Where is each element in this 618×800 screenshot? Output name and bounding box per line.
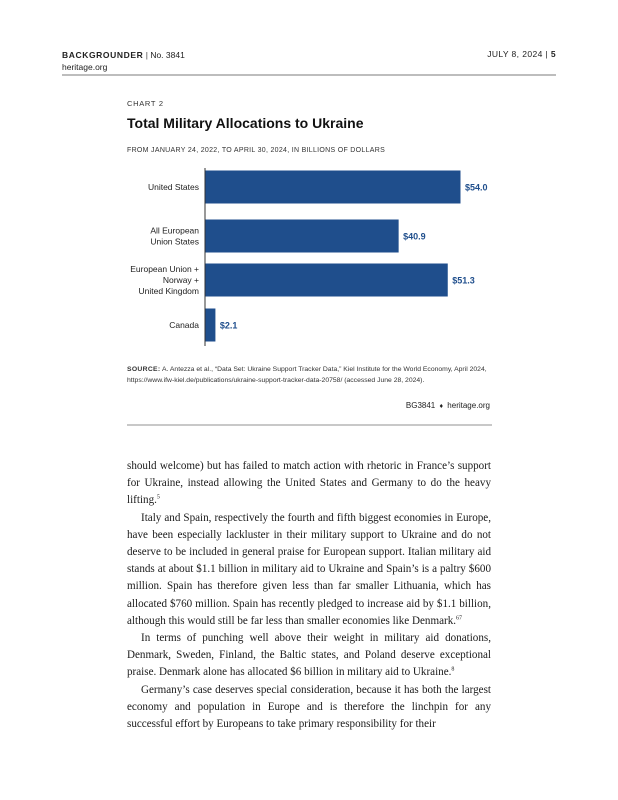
credit-site: heritage.org [447, 401, 490, 410]
bar [206, 264, 448, 297]
chart-credit [406, 401, 490, 410]
source-label: SOURCE: [127, 366, 161, 373]
chart-subtitle: FROM JANUARY 24, 2022, TO APRIL 30, 2024, IN BILLIONS OF DOLLARS [127, 147, 386, 154]
running-header-right [487, 49, 556, 59]
value-label: $40.9 [403, 231, 426, 242]
category-label-line: Norway + [162, 275, 199, 285]
footnote-ref: 5 [156, 494, 160, 501]
page-separator: | [545, 49, 549, 59]
bar [206, 309, 216, 342]
category-label [169, 320, 199, 330]
report-number: No. 3841 [150, 50, 185, 60]
category-label-line: United Kingdom [138, 286, 199, 296]
chart-label: CHART 2 [127, 99, 164, 108]
bar-chart [118, 168, 498, 348]
value-label: $54.0 [465, 182, 488, 193]
paragraph: In terms of punching well above their weight in military aid donations, Denmark, Sweden, Finland, the Baltic states, and Poland deserve exceptional praise. Denmark alone has allocated $6 billion in military aid to Ukraine.$^8$ [127, 632, 491, 679]
category-label [130, 264, 199, 296]
source-text: A. Antezza et al., “Data Set: Ukraine Support Tracker Data,” Kiel Institute for the World Economy, April 2024, https://www.ifw-kiel.de/publications/ukraine-support-tracker-data-20758/ (accessed June 28, 2024). [127, 366, 487, 384]
value-label: $51.3 [452, 275, 475, 286]
footnote-ref: 8 [451, 666, 455, 673]
chart-source [127, 364, 492, 386]
series-name: BACKGROUNDER [62, 50, 144, 60]
publication-date: JULY 8, 2024 [487, 49, 543, 59]
paragraph: should welcome) but has failed to match action with rhetoric in France’s support for Ukraine, instead allowing the United States and Germany to do the heavy lifting.$^5$ [127, 460, 491, 507]
header-separator: | [145, 50, 148, 60]
category-label-line: Union States [150, 236, 199, 247]
bell-icon: ♦ [439, 403, 444, 410]
paragraph: Germany’s case deserves special consideration, because it has both the largest economy and population in Europe and is therefore the linchpin for any successful effort by Europeans to take primary responsibility for their [127, 683, 491, 731]
page-number: 5 [550, 49, 556, 59]
paragraph: Italy and Spain, respectively the fourth and fifth biggest economies in Europe, have been especially lackluster in their military support to Ukraine and do not deserve to be included in general praise for European support. Italian military aid stands at about $1.1 billion in military aid to Ukraine and Spain’s is a paltry $600 million. Spain has therefore given less than far smaller Lithuania, which has allocated $760 million. Spain has recently pledged to increase aid by $1.1 billion, although this would still be far less than smaller economies like Denmark.$^{67}$ [127, 511, 491, 627]
chart-title: Total Military Allocations to Ukraine [127, 115, 364, 131]
chart-bottom-rule [127, 424, 492, 426]
header-rule [62, 74, 556, 76]
category-label-line: United States [147, 182, 199, 192]
category-label-line: Canada [169, 320, 199, 330]
body-text [127, 458, 491, 733]
category-label [150, 226, 199, 247]
category-label-line: European Union + [130, 264, 199, 274]
header-site: heritage.org [62, 62, 108, 72]
running-header-left [62, 49, 185, 73]
bar [206, 171, 461, 204]
credit-code: BG3841 [405, 401, 436, 410]
bar [206, 220, 399, 253]
category-label-line: All European [150, 225, 199, 236]
value-label: $2.1 [219, 320, 238, 331]
category-label [148, 182, 199, 192]
footnote-ref: 67 [456, 615, 463, 622]
